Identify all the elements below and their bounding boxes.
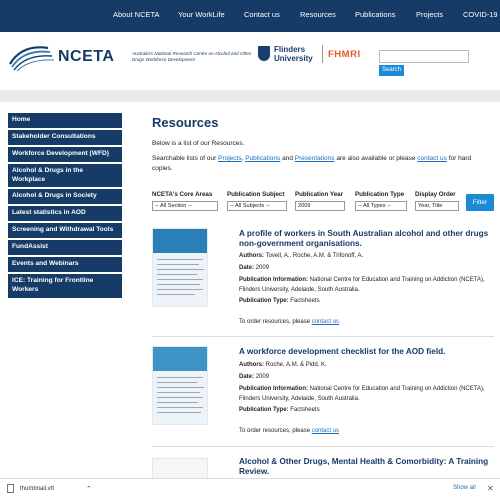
date-value: 2009 — [255, 374, 270, 380]
nceta-logo-icon[interactable] — [8, 42, 58, 72]
resource-pubinfo — [239, 276, 494, 295]
presentations-link[interactable]: Presentations — [294, 155, 335, 162]
thumbnail-line — [157, 294, 195, 295]
sidebar-item-wfd[interactable]: Workforce Development (WFD) — [8, 147, 122, 163]
authors-value: Tovell, A., Roche, A.M. & Trifonoff, A. — [265, 253, 364, 259]
sidebar-item-events[interactable]: Events and Webinars — [8, 257, 122, 273]
order-note — [239, 427, 494, 437]
tagline: Australia's National Research Centre on Alcohol and Other Drugs Workforce Development — [132, 51, 252, 62]
sidebar — [8, 113, 122, 300]
sidebar-item-stakeholder[interactable]: Stakeholder Consultations — [8, 130, 122, 146]
pubinfo-value: National Centre for Education and Training on Addiction (NCETA), Flinders University, Adelaide, South Australia. — [239, 277, 485, 293]
resource-title[interactable]: A workforce development checklist for the AOD field. — [239, 347, 446, 356]
thumbnail-band — [153, 347, 207, 371]
chevron-up-icon[interactable]: ⌃ — [86, 486, 92, 493]
order-contact-link[interactable]: contact us — [311, 428, 340, 434]
header-band — [0, 90, 500, 102]
nceta-logo-text[interactable]: NCETA — [58, 48, 115, 65]
sidebar-item-home[interactable]: Home — [8, 113, 122, 129]
sidebar-item-ice[interactable]: ICE: Training for Frontline Workers — [8, 274, 122, 299]
top-navigation — [0, 0, 500, 32]
date-value: 2009 — [255, 265, 270, 271]
thumbnail-line — [157, 269, 204, 270]
intro-text-part: are also available or please — [334, 155, 418, 162]
resource-pubinfo — [239, 385, 494, 404]
thumbnail-line — [157, 377, 203, 378]
core-areas-select[interactable]: -- All Section -- — [152, 201, 218, 211]
type-select[interactable]: -- All Types -- — [355, 201, 407, 211]
download-filename[interactable]: thumbnail.vtt — [20, 486, 55, 492]
thumbnail-line — [157, 397, 203, 398]
resource-title[interactable]: Alcohol & Other Drugs, Mental Health & Comorbidity: A Training Review. — [239, 457, 489, 477]
pubtype-value: Factsheets — [290, 407, 320, 413]
intro-links-text — [152, 154, 482, 174]
publications-link[interactable]: Publications — [245, 155, 281, 162]
resource-date — [239, 373, 494, 383]
intro-text-part: , — [241, 155, 246, 162]
filter-label-subject: Publication Subject — [227, 191, 285, 198]
thumbnail-line — [157, 402, 198, 403]
pubtype-label: Publication Type: — [239, 407, 289, 413]
subject-select[interactable]: -- All Subjects -- — [227, 201, 287, 211]
date-label: Date: — [239, 374, 255, 380]
resource-thumbnail[interactable] — [152, 458, 208, 480]
flinders-line1: Flinders — [274, 45, 306, 54]
sidebar-item-workplace[interactable]: Alcohol & Drugs in the Workplace — [8, 164, 122, 189]
pubinfo-value: National Centre for Education and Training on Addiction (NCETA), Flinders University, Adelaide, South Australia. — [239, 386, 485, 402]
nav-covid[interactable]: COVID-19 — [463, 10, 498, 19]
year-select[interactable]: 2009 — [295, 201, 345, 211]
filter-label-type: Publication Type — [355, 191, 405, 198]
download-bar — [0, 478, 500, 500]
resource-divider — [152, 446, 494, 447]
nav-publications[interactable]: Publications — [355, 10, 396, 19]
intro-text: Below is a list of our Resources. — [152, 140, 245, 147]
thumbnail-line — [157, 392, 200, 393]
sidebar-item-fundassist[interactable]: FundAssist — [8, 240, 122, 256]
resource-thumbnail[interactable] — [152, 346, 208, 425]
resource-pubtype — [239, 406, 494, 416]
pubinfo-label: Publication Information: — [239, 277, 308, 283]
sidebar-item-screening[interactable]: Screening and Withdrawal Tools — [8, 223, 122, 239]
resource-divider — [152, 336, 494, 337]
resource-thumbnail[interactable] — [152, 228, 208, 307]
order-note — [239, 318, 494, 328]
sidebar-item-statistics[interactable]: Latest statistics in AOD — [8, 206, 122, 222]
search-button[interactable]: Search — [379, 65, 404, 76]
order-text: To order resources, please — [239, 319, 312, 325]
intro-text-part: Searchable lists of our — [152, 155, 219, 162]
search-input[interactable] — [379, 50, 469, 63]
authors-label: Authors: — [239, 362, 264, 368]
flinders-logo[interactable] — [274, 46, 313, 64]
file-icon — [7, 484, 14, 493]
resource-authors — [239, 252, 494, 262]
resource-date — [239, 264, 494, 274]
fhmri-logo[interactable]: FHMRI — [328, 49, 361, 60]
filter-button[interactable]: Filter — [466, 194, 494, 211]
thumbnail-line — [157, 259, 203, 260]
intro-text-part: and — [280, 155, 295, 162]
thumbnail-band — [153, 229, 207, 253]
nav-contact[interactable]: Contact us — [244, 10, 280, 19]
authors-value: Roche, A.M. & Pidd, K. — [265, 362, 327, 368]
date-label: Date: — [239, 265, 255, 271]
resource-title[interactable]: A profile of workers in South Australian alcohol and other drugs non-government organisations. — [239, 229, 489, 249]
order-select[interactable]: Year, Title — [415, 201, 459, 211]
close-icon[interactable]: ✕ — [487, 484, 494, 493]
thumbnail-line — [157, 412, 201, 413]
thumbnail-line — [157, 274, 197, 275]
pubinfo-label: Publication Information: — [239, 386, 308, 392]
filter-label-year: Publication Year — [295, 191, 344, 198]
nav-your-worklife[interactable]: Your WorkLife — [178, 10, 225, 19]
order-text: To order resources, please — [239, 428, 312, 434]
flinders-line2: University — [274, 53, 313, 63]
page-title: Resources — [152, 115, 219, 130]
thumbnail-line — [157, 289, 203, 290]
sidebar-item-society[interactable]: Alcohol & Drugs in Society — [8, 189, 122, 205]
nav-about[interactable]: About NCETA — [113, 10, 160, 19]
thumbnail-line — [157, 279, 203, 280]
flinders-shield-icon — [258, 46, 270, 61]
resource-authors — [239, 361, 494, 371]
pubtype-label: Publication Type: — [239, 298, 289, 304]
pubtype-value: Factsheets — [290, 298, 320, 304]
authors-label: Authors: — [239, 253, 264, 259]
intro-text-part: for hard copies. — [152, 155, 472, 173]
thumbnail-line — [157, 382, 197, 383]
thumbnail-line — [157, 284, 200, 285]
show-all-button[interactable]: Show all — [453, 485, 476, 491]
projects-link[interactable]: Projects — [218, 155, 242, 162]
thumbnail-line — [157, 387, 204, 388]
order-contact-link[interactable]: contact us — [311, 319, 340, 325]
nav-projects[interactable]: Projects — [416, 10, 444, 19]
filter-label-core-areas: NCETA's Core Areas — [152, 191, 213, 198]
thumbnail-line — [157, 407, 203, 408]
filter-label-order: Display Order — [415, 191, 456, 198]
contact-link[interactable]: contact us — [417, 155, 447, 162]
thumbnail-line — [157, 264, 199, 265]
logo-divider — [322, 45, 323, 63]
nav-resources[interactable]: Resources — [300, 10, 336, 19]
resource-pubtype — [239, 297, 494, 307]
